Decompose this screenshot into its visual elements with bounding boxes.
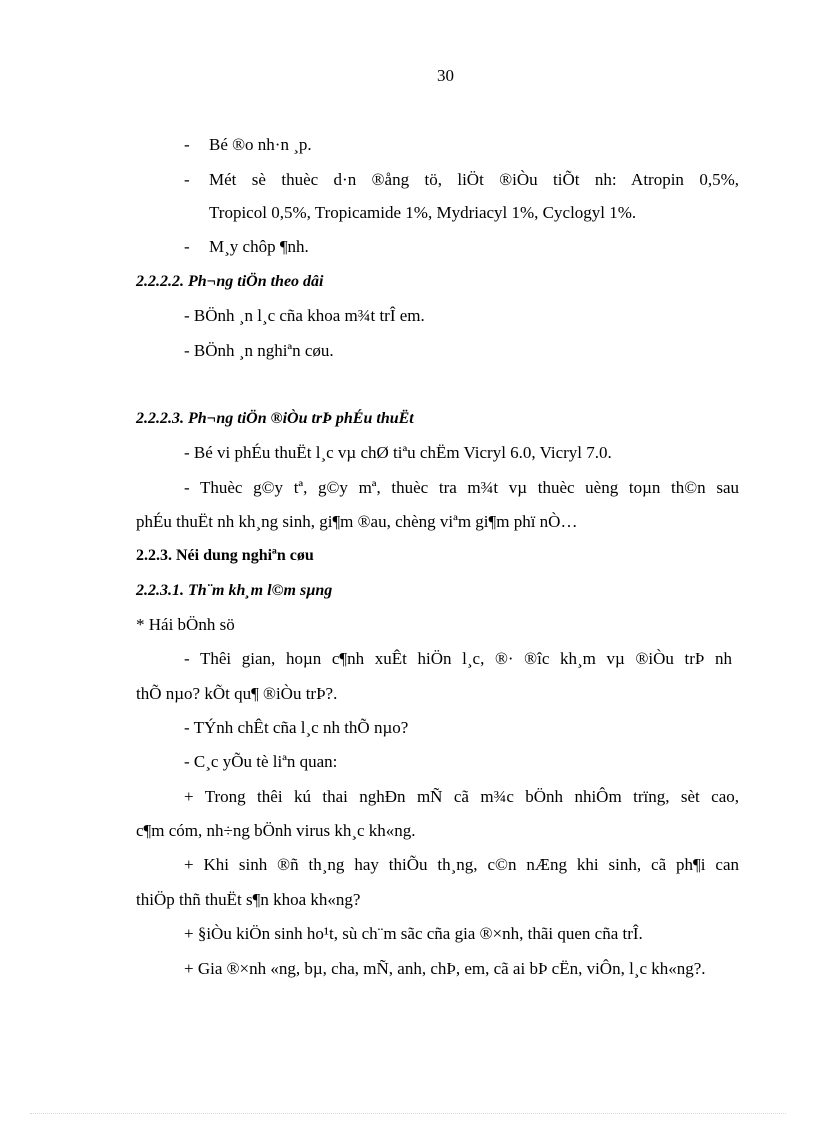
paragraph-line: - BÖnh ¸n l¸c cña khoa m¾t trÎ em. xyxy=(184,306,425,325)
paragraph-line: + Gia ®×nh «ng, bµ, cha, mÑ, anh, chÞ, em, cã ai bÞ cËn, viÔn, l¸c kh«ng?. xyxy=(184,959,706,978)
list-dash: - xyxy=(184,237,190,256)
paragraph-line: - Thêi gian, hoµn c¶nh xuÊt hiÖn l¸c, ®· ®îc kh¸m vµ ®iÒu trÞ nh xyxy=(184,649,732,668)
list-item-camera: M¸y chôp ¶nh. xyxy=(209,237,309,256)
list-item-drugs-cont: Tropicol 0,5%, Tropicamide 1%, Mydriacyl 1%, Cyclogyl 1%. xyxy=(209,203,637,222)
list-item-drugs: Mét sè thuèc d·n ®ång tö, liÖt ®iÒu tiÕt nh: Atropin 0,5%, xyxy=(209,170,739,189)
list-dash: - xyxy=(184,135,190,154)
paragraph-line: - Bé vi phÉu thuËt l¸c vµ chØ tiªu chËm Vicryl 6.0, Vicryl 7.0. xyxy=(184,443,612,462)
list-item-tonometer: Bé ®o nh·n ¸p. xyxy=(209,135,312,154)
list-dash: - xyxy=(184,170,190,189)
paragraph-line: + Trong thêi kú thai nghÐn mÑ cã m¾c bÖnh nhiÔm trïng, sèt cao, xyxy=(184,787,739,806)
paragraph-line: thÕ nµo? kÕt qu¶ ®iÒu trÞ?. xyxy=(136,684,338,703)
paragraph-line: - BÖnh ¸n nghiªn cøu. xyxy=(184,341,334,360)
paragraph-line: - TÝnh chÊt cña l¸c nh thÕ nµo? xyxy=(184,718,409,737)
paragraph-line: phÉu thuËt nh kh¸ng sinh, gi¶m ®au, chèng viªm gi¶m phï nÒ… xyxy=(136,512,578,531)
paragraph-line: + §iÒu kiÖn sinh ho¹t, sù ch¨m sãc cña gia ®×nh, thãi quen cña trÎ. xyxy=(184,924,643,943)
section-heading-2-2-3: 2.2.3. Néi dung nghiªn cøu xyxy=(136,547,314,564)
section-heading-2-2-2-3: 2.2.2.3. Ph¬ng tiÖn ®iÒu trÞ phÉu thuËt xyxy=(136,410,414,427)
paragraph-line: - Thuèc g©y tª, g©y mª, thuèc tra m¾t vµ thuèc uèng toµn th©n sau xyxy=(184,478,739,497)
paragraph-line: * Hái bÖnh sö xyxy=(136,615,235,634)
section-heading-2-2-3-1: 2.2.3.1. Th¨m kh¸m l©m sµng xyxy=(136,582,333,599)
paragraph-line: - C¸c yÕu tè liªn quan: xyxy=(184,752,338,771)
page-number: 30 xyxy=(437,66,454,85)
paragraph-line: thiÖp thñ thuËt s¶n khoa kh«ng? xyxy=(136,890,361,909)
section-heading-2-2-2-2: 2.2.2.2. Ph¬ng tiÖn theo dâi xyxy=(136,273,324,290)
page-bottom-divider xyxy=(30,1113,786,1114)
paragraph-line: c¶m cóm, nh÷ng bÖnh virus kh¸c kh«ng. xyxy=(136,821,416,840)
paragraph-line: + Khi sinh ®ñ th¸ng hay thiÕu th¸ng, c©n nÆng khi sinh, cã ph¶i can xyxy=(184,855,739,874)
